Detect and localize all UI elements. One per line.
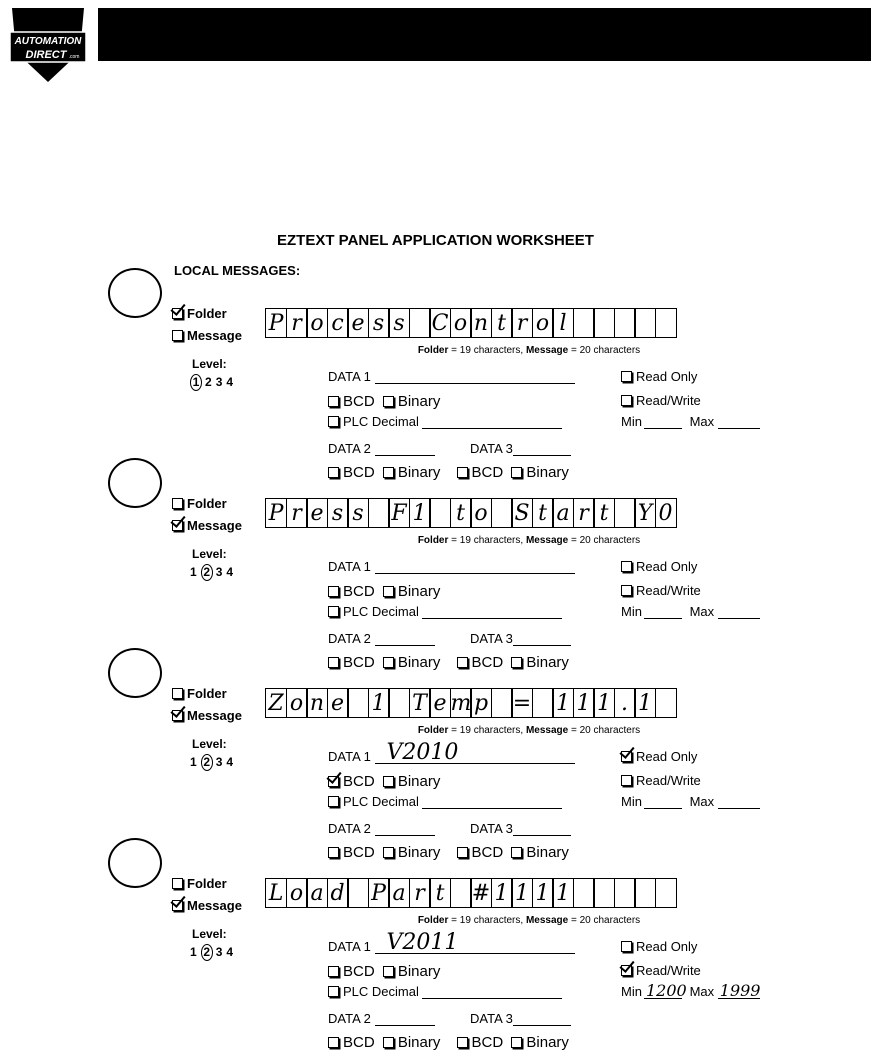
read-write-option[interactable]: Read/Write [621, 773, 701, 788]
folder-checkbox[interactable] [172, 688, 183, 699]
character-cell[interactable]: e [306, 498, 328, 528]
character-cell[interactable] [368, 498, 390, 528]
character-cell[interactable]: Y [634, 498, 656, 528]
character-cell[interactable]: n [306, 688, 328, 718]
read-only-checkbox[interactable] [621, 751, 632, 762]
min-value: 1200 [645, 981, 687, 1000]
character-cell[interactable] [655, 878, 677, 908]
data3-binary-option[interactable]: Binary [511, 464, 569, 481]
message-checkbox[interactable] [172, 330, 183, 341]
character-cell[interactable]: t [532, 498, 554, 528]
plc-decimal-line[interactable] [422, 985, 562, 999]
message-entry-1 [0, 260, 871, 481]
data2-field: DATA 2 [328, 441, 435, 456]
data1-bcd-option[interactable]: BCD [328, 393, 375, 410]
character-cell[interactable]: 1 [552, 878, 574, 908]
message-entry-3 [0, 640, 871, 861]
max-line[interactable] [718, 415, 760, 429]
data3-bcd-option[interactable]: BCD [457, 464, 504, 481]
character-grid[interactable] [265, 878, 675, 908]
character-cell[interactable]: C [429, 308, 451, 338]
character-cell[interactable] [634, 308, 656, 338]
min-max-field: Min 1200 Max 1999 [621, 981, 761, 1000]
character-cell[interactable] [532, 688, 554, 718]
bcd-checkbox[interactable] [328, 1037, 339, 1048]
min-line[interactable] [644, 795, 682, 809]
min-max-field: Min Max [621, 414, 760, 429]
level-option-3[interactable]: 3 [215, 945, 227, 959]
read-only-checkbox[interactable] [621, 941, 632, 952]
level-option-4[interactable]: 4 [226, 565, 238, 579]
data2-binary-option[interactable]: Binary [383, 654, 441, 671]
character-cell[interactable]: d [327, 878, 349, 908]
level-label: Level: [192, 927, 227, 941]
character-cell[interactable]: r [511, 308, 533, 338]
plc-decimal-checkbox[interactable] [328, 606, 339, 617]
character-cell[interactable]: t [450, 498, 472, 528]
character-cell[interactable]: 1 [491, 878, 513, 908]
data3-field: DATA 3 [470, 821, 571, 836]
character-grid[interactable] [265, 498, 675, 528]
plc-decimal-field: PLC Decimal [328, 984, 562, 999]
character-cell[interactable]: a [388, 878, 410, 908]
level-label: Level: [192, 547, 227, 561]
character-cell[interactable] [388, 688, 410, 718]
max-line[interactable] [718, 981, 761, 1000]
min-max-field: Min Max [621, 794, 760, 809]
level-option-1[interactable]: 1 [190, 565, 201, 579]
data1-bcd-option[interactable]: BCD [328, 963, 375, 980]
character-cell[interactable]: o [470, 498, 492, 528]
bcd-checkbox[interactable] [328, 396, 339, 407]
read-only-option[interactable]: Read Only [621, 939, 697, 954]
folder-checkbox[interactable] [172, 308, 183, 319]
character-cell[interactable]: T [409, 688, 431, 718]
plc-decimal-line[interactable] [422, 415, 562, 429]
level-label: Level: [192, 737, 227, 751]
message-option[interactable]: Message [172, 328, 242, 343]
character-cell[interactable]: o [450, 308, 472, 338]
data2-bcd-option[interactable]: BCD [328, 464, 375, 481]
character-cell[interactable]: t [593, 498, 615, 528]
character-cell[interactable] [347, 688, 369, 718]
binary-checkbox[interactable] [383, 966, 394, 977]
character-cell[interactable]: m [450, 688, 472, 718]
data3-field: DATA 3 [470, 441, 571, 456]
character-cell[interactable] [429, 498, 451, 528]
character-cell[interactable]: a [552, 498, 574, 528]
character-cell[interactable]: 1 [634, 688, 656, 718]
level-selector[interactable] [190, 564, 237, 581]
character-cell[interactable]: # [470, 878, 492, 908]
section-title: LOCAL MESSAGES: [174, 263, 301, 278]
data1-value: V2011 [386, 930, 459, 955]
character-cell[interactable]: o [286, 688, 308, 718]
min-line[interactable] [644, 981, 687, 1000]
character-cell[interactable] [614, 308, 636, 338]
character-cell[interactable]: L [265, 878, 287, 908]
character-cell[interactable] [655, 308, 677, 338]
character-cell[interactable]: t [491, 308, 513, 338]
character-cell[interactable]: Z [265, 688, 287, 718]
read-only-option[interactable]: Read Only [621, 749, 697, 764]
data1-bcd-option[interactable]: BCD [328, 583, 375, 600]
level-selector[interactable] [190, 754, 237, 771]
data2-field: DATA 2 [328, 631, 435, 646]
read-write-checkbox[interactable] [621, 395, 632, 406]
min-max-field: Min Max [621, 604, 760, 619]
character-cell[interactable]: F [388, 498, 410, 528]
read-only-option[interactable]: Read Only [621, 559, 697, 574]
folder-checkbox[interactable] [172, 498, 183, 509]
character-cell[interactable]: 1 [368, 688, 390, 718]
level-option-2[interactable]: 2 [201, 944, 213, 961]
character-cell[interactable] [573, 878, 595, 908]
data1-field: DATA 1 [328, 369, 575, 384]
character-cell[interactable]: r [286, 498, 308, 528]
message-option[interactable]: Message [172, 898, 242, 913]
level-option-4[interactable]: 4 [226, 755, 238, 769]
max-value: 1999 [719, 981, 761, 1000]
character-cell[interactable] [634, 878, 656, 908]
level-option-4[interactable]: 4 [226, 375, 238, 389]
level-option-1[interactable]: 1 [190, 374, 202, 391]
message-option[interactable]: Message [172, 518, 242, 533]
entry-number-circle [108, 458, 162, 508]
read-write-checkbox[interactable] [621, 965, 632, 976]
character-count-note: Folder = 19 characters, Message = 20 characters [417, 725, 641, 736]
character-cell[interactable]: l [552, 308, 574, 338]
level-option-1[interactable]: 1 [190, 755, 201, 769]
min-line[interactable] [644, 415, 682, 429]
max-line[interactable] [718, 605, 760, 619]
level-option-1[interactable]: 1 [190, 945, 201, 959]
data1-line[interactable] [375, 370, 575, 384]
read-write-checkbox[interactable] [621, 775, 632, 786]
character-cell[interactable]: s [347, 498, 369, 528]
binary-checkbox[interactable] [383, 1037, 394, 1048]
data3-bcd-option[interactable]: BCD [457, 844, 504, 861]
binary-checkbox[interactable] [383, 396, 394, 407]
data-format-row [328, 1034, 569, 1051]
character-cell[interactable]: = [511, 688, 533, 718]
read-write-option[interactable]: Read/Write [621, 963, 701, 978]
character-cell[interactable]: n [470, 308, 492, 338]
data1-field: DATA 1 V2011 [328, 939, 575, 954]
character-grid[interactable] [265, 308, 675, 338]
character-count-note: Folder = 19 characters, Message = 20 characters [417, 535, 641, 546]
level-option-2[interactable]: 2 [205, 375, 216, 389]
logo-suffix: .com [68, 54, 80, 60]
read-write-option[interactable]: Read/Write [621, 393, 701, 408]
data1-value: V2010 [386, 740, 459, 765]
level-option-2[interactable]: 2 [201, 754, 213, 771]
data3-bcd-option[interactable]: BCD [457, 654, 504, 671]
message-checkbox[interactable] [172, 710, 183, 721]
character-cell[interactable]: c [327, 308, 349, 338]
level-option-4[interactable]: 4 [226, 945, 238, 959]
character-cell[interactable]: . [614, 688, 636, 718]
message-checkbox[interactable] [172, 520, 183, 531]
character-cell[interactable]: 1 [573, 688, 595, 718]
message-checkbox[interactable] [172, 900, 183, 911]
data1-line[interactable] [375, 560, 575, 574]
data1-field: DATA 1 V2010 [328, 749, 575, 764]
character-grid[interactable] [265, 688, 675, 718]
character-cell[interactable] [614, 498, 636, 528]
plc-decimal-checkbox[interactable] [328, 986, 339, 997]
message-option[interactable]: Message [172, 708, 242, 723]
level-selector[interactable] [190, 944, 237, 961]
character-count-note: Folder = 19 characters, Message = 20 characters [417, 915, 641, 926]
header-bar [98, 8, 871, 61]
data1-binary-option[interactable]: Binary [383, 583, 441, 600]
read-only-checkbox[interactable] [621, 561, 632, 572]
character-cell[interactable]: 1 [409, 498, 431, 528]
data3-line[interactable] [513, 1012, 571, 1026]
data1-field: DATA 1 [328, 559, 575, 574]
data3-field: DATA 3 [470, 631, 571, 646]
plc-decimal-field: PLC Decimal [328, 414, 562, 429]
character-cell[interactable]: r [286, 308, 308, 338]
data1-format [328, 963, 440, 980]
worksheet-title: EZTEXT PANEL APPLICATION WORKSHEET [277, 232, 594, 249]
character-cell[interactable]: S [511, 498, 533, 528]
entry-number-circle [108, 648, 162, 698]
folder-option[interactable]: Folder [172, 306, 227, 321]
data2-binary-option[interactable]: Binary [383, 464, 441, 481]
level-option-3[interactable]: 3 [215, 375, 227, 389]
level-selector[interactable] [190, 374, 237, 391]
data3-field: DATA 3 [470, 1011, 571, 1026]
character-cell[interactable] [614, 878, 636, 908]
folder-option[interactable]: Folder [172, 686, 227, 701]
bcd-checkbox[interactable] [328, 776, 339, 787]
character-cell[interactable]: o [286, 878, 308, 908]
bcd-checkbox[interactable] [328, 966, 339, 977]
character-cell[interactable] [593, 308, 615, 338]
data1-binary-option[interactable]: Binary [383, 963, 441, 980]
data2-binary-option[interactable]: Binary [383, 844, 441, 861]
data1-format [328, 773, 440, 790]
data3-binary-option[interactable]: Binary [511, 654, 569, 671]
character-cell[interactable] [491, 498, 513, 528]
data2-line[interactable] [375, 1012, 435, 1026]
character-cell[interactable]: 0 [655, 498, 677, 528]
character-cell[interactable]: r [409, 878, 431, 908]
character-cell[interactable] [573, 308, 595, 338]
character-cell[interactable]: t [429, 878, 451, 908]
read-write-option[interactable]: Read/Write [621, 583, 701, 598]
data1-format [328, 583, 440, 600]
character-cell[interactable]: 1 [593, 688, 615, 718]
data2-binary-option[interactable]: Binary [383, 1034, 441, 1051]
logo-line2: DIRECT [25, 49, 67, 61]
character-cell[interactable]: p [470, 688, 492, 718]
character-cell[interactable] [593, 878, 615, 908]
character-cell[interactable]: o [306, 308, 328, 338]
character-cell[interactable]: 1 [552, 688, 574, 718]
character-cell[interactable]: o [532, 308, 554, 338]
message-entry-4 [0, 830, 871, 1051]
plc-decimal-checkbox[interactable] [328, 416, 339, 427]
binary-checkbox[interactable] [383, 586, 394, 597]
character-cell[interactable]: P [265, 308, 287, 338]
data1-binary-option[interactable]: Binary [383, 393, 441, 410]
data2-bcd-option[interactable]: BCD [328, 844, 375, 861]
data3-bcd-option[interactable]: BCD [457, 1034, 504, 1051]
bcd-checkbox[interactable] [328, 586, 339, 597]
read-write-checkbox[interactable] [621, 585, 632, 596]
plc-decimal-field: PLC Decimal [328, 794, 562, 809]
character-cell[interactable]: P [368, 878, 390, 908]
plc-decimal-line[interactable] [422, 795, 562, 809]
level-label: Level: [192, 357, 227, 371]
character-cell[interactable]: P [265, 498, 287, 528]
character-cell[interactable]: 1 [532, 878, 554, 908]
entry-number-circle [108, 268, 162, 318]
data2-bcd-option[interactable]: BCD [328, 654, 375, 671]
logo-line1: AUTOMATION [14, 36, 82, 47]
character-cell[interactable]: e [327, 688, 349, 718]
character-cell[interactable]: 1 [511, 878, 533, 908]
level-option-3[interactable]: 3 [215, 565, 227, 579]
data3-binary-option[interactable]: Binary [511, 844, 569, 861]
read-only-option[interactable]: Read Only [621, 369, 697, 384]
plc-decimal-line[interactable] [422, 605, 562, 619]
data1-binary-option[interactable]: Binary [383, 773, 441, 790]
character-cell[interactable]: a [306, 878, 328, 908]
data3-binary-option[interactable]: Binary [511, 1034, 569, 1051]
character-cell[interactable] [347, 878, 369, 908]
level-option-3[interactable]: 3 [215, 755, 227, 769]
data2-field: DATA 2 [328, 1011, 435, 1026]
min-line[interactable] [644, 605, 682, 619]
bcd-checkbox[interactable] [457, 1037, 468, 1048]
character-cell[interactable] [450, 878, 472, 908]
data2-field: DATA 2 [328, 821, 435, 836]
character-cell[interactable] [655, 688, 677, 718]
message-entry-2 [0, 450, 871, 671]
data1-bcd-option[interactable]: BCD [328, 773, 375, 790]
character-cell[interactable]: e [347, 308, 369, 338]
data1-format [328, 393, 440, 410]
binary-checkbox[interactable] [383, 776, 394, 787]
data2-bcd-option[interactable]: BCD [328, 1034, 375, 1051]
character-count-note: Folder = 19 characters, Message = 20 characters [417, 345, 641, 356]
plc-decimal-field: PLC Decimal [328, 604, 562, 619]
binary-checkbox[interactable] [511, 1037, 522, 1048]
folder-checkbox[interactable] [172, 878, 183, 889]
read-only-checkbox[interactable] [621, 371, 632, 382]
plc-decimal-checkbox[interactable] [328, 796, 339, 807]
max-line[interactable] [718, 795, 760, 809]
folder-option[interactable]: Folder [172, 876, 227, 891]
level-option-2[interactable]: 2 [201, 564, 213, 581]
character-cell[interactable]: s [327, 498, 349, 528]
character-cell[interactable]: e [429, 688, 451, 718]
entry-number-circle [108, 838, 162, 888]
character-cell[interactable]: s [368, 308, 390, 338]
automationdirect-logo [8, 8, 88, 82]
character-cell[interactable]: s [388, 308, 410, 338]
character-cell[interactable]: r [573, 498, 595, 528]
character-cell[interactable] [409, 308, 431, 338]
character-cell[interactable] [491, 688, 513, 718]
folder-option[interactable]: Folder [172, 496, 227, 511]
